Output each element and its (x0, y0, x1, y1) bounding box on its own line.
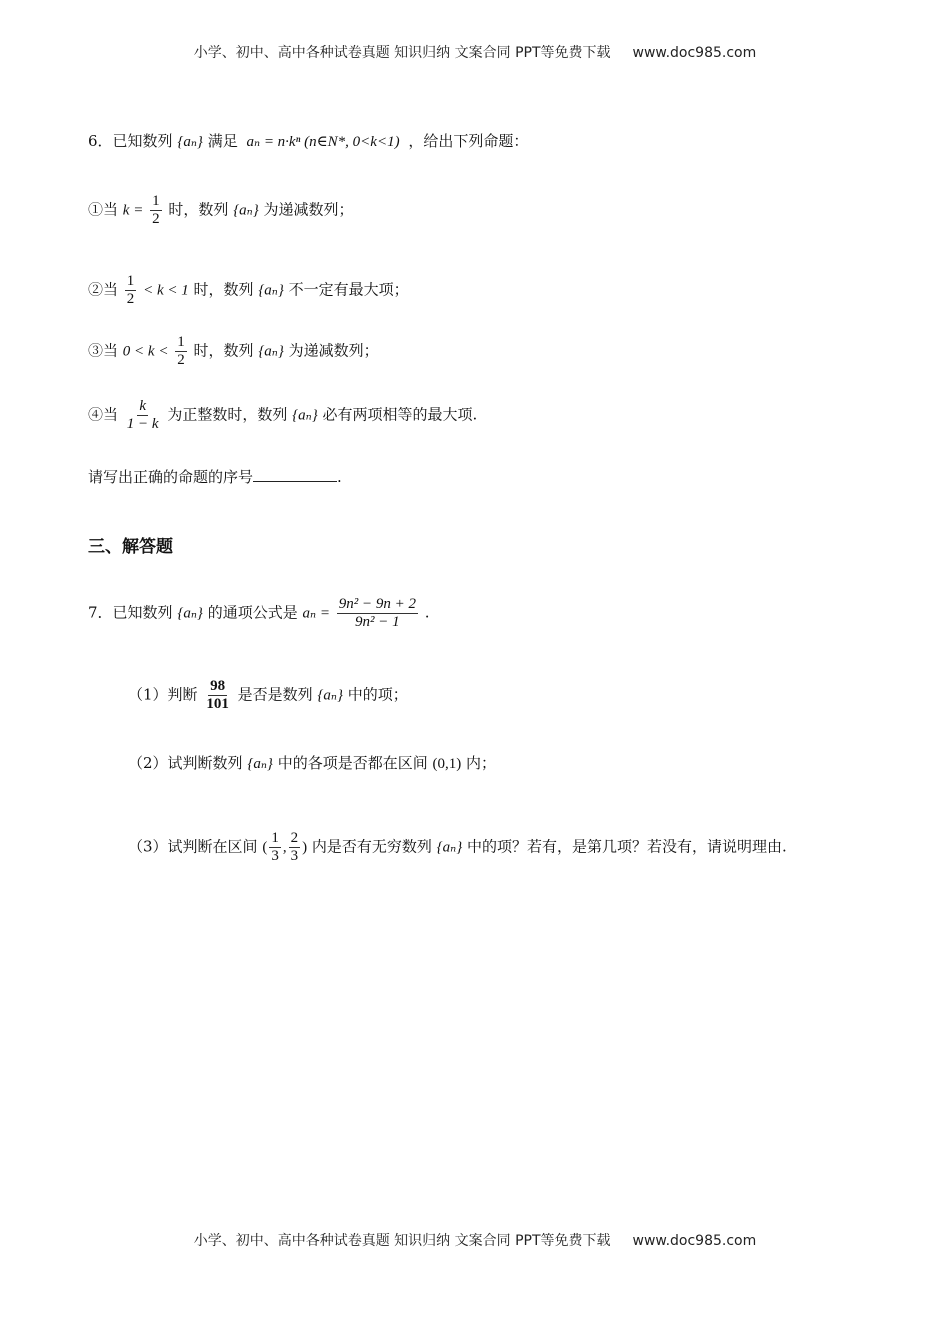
q7-sub-3 (128, 830, 787, 865)
q6-p4-seq: {aₙ} (292, 407, 318, 424)
q7-sub-2 (128, 753, 496, 774)
q6-p2-c: 不一定有最大项； (288, 280, 409, 299)
q7-s2-interval: (0,1) (432, 756, 462, 772)
q6-p3-den: 2 (177, 352, 185, 368)
q7-an: aₙ = (302, 605, 330, 622)
q6-answer-blank[interactable] (253, 467, 337, 482)
q7-s3-c: 中的项？若有，是第几项？若没有，请说明理由. (467, 837, 787, 856)
q6-p3-num: 1 (177, 334, 185, 350)
q6-prop-1 (88, 193, 354, 228)
q7-s2-c: 内； (466, 754, 497, 772)
q7-sub-1 (128, 678, 408, 713)
q6-prop-3 (88, 334, 379, 369)
q7-intro-a: 7．已知数列 (88, 603, 173, 622)
q6-p4-fraction (125, 398, 161, 433)
page-footer (0, 1230, 950, 1250)
q7-s3-n2: 2 (290, 830, 299, 846)
page-header (0, 42, 950, 62)
q7-s1-den: 101 (206, 696, 229, 712)
q7-s3-frac-1 (269, 830, 281, 865)
q7-s1-c: 中的项； (347, 685, 408, 704)
q6-p1-num: 1 (152, 193, 160, 209)
header-text: 小学、初中、高中各种试卷真题 知识归纳 文案合同 PPT等免费下载 (193, 45, 611, 61)
q6-prop-2 (88, 273, 409, 308)
q7-s3-d1: 3 (271, 848, 279, 864)
q7-s3-seq: {aₙ} (436, 839, 463, 856)
q7-s3-comma: , (282, 839, 287, 856)
q6-p1-den: 2 (152, 211, 160, 227)
q6-intro-c: ，给出下列命题： (408, 132, 529, 150)
q7-s1-num: 98 (210, 678, 226, 694)
q6-prop-4 (88, 398, 477, 433)
q6-p3-c: 为递减数列； (288, 341, 379, 360)
q6-p1-fraction (150, 193, 162, 228)
q7-formula-fraction (337, 596, 418, 631)
q7-s3-rparen: ) (302, 839, 308, 856)
q7-s3-a: （3）试判断在区间 (128, 837, 258, 856)
q6-seq: {aₙ} (177, 134, 203, 150)
q7-s1-b: 是否是数列 (237, 685, 313, 704)
q7-s3-frac-2 (289, 830, 301, 865)
q6-p4-b: 为正整数时，数列 (167, 405, 288, 424)
q6-intro-a: 6．已知数列 (88, 132, 173, 150)
q7-seq: {aₙ} (177, 605, 203, 622)
q6-p3-fraction (175, 334, 187, 369)
q6-p1-k: k = (122, 202, 144, 219)
q7-intro (88, 596, 430, 631)
q7-s1-a: （1）判断 (128, 685, 198, 704)
q6-p4-a: ④当 (88, 405, 119, 424)
q6-p4-num: k (139, 398, 147, 414)
q6-p2-fraction (125, 273, 137, 308)
q6-p2-num: 1 (126, 273, 135, 289)
q7-formula-den: 9n² − 1 (355, 614, 400, 630)
q6-p2-den: 2 (126, 291, 135, 307)
q7-s3-n1: 1 (271, 830, 279, 846)
section-title: 三、解答题 (88, 537, 173, 557)
q6-intro (88, 131, 528, 152)
header-site: www.doc985.com (632, 45, 757, 61)
q7-s2-seq: {aₙ} (247, 756, 273, 772)
footer-site: www.doc985.com (632, 1233, 757, 1249)
q6-p3-cond: 0 < k < (122, 343, 169, 360)
q7-s3-d2: 3 (290, 848, 299, 864)
q6-ask (88, 467, 342, 487)
q6-p2-b: 时，数列 (193, 280, 254, 299)
q6-p2-a: ②当 (88, 280, 119, 299)
q6-p2-cond: < k < 1 (143, 282, 189, 299)
q6-p1-b: 时，数列 (168, 200, 229, 219)
q7-formula-num: 9n² − 9n + 2 (338, 596, 416, 612)
footer-text: 小学、初中、高中各种试卷真题 知识归纳 文案合同 PPT等免费下载 (193, 1233, 611, 1249)
q6-p3-seq: {aₙ} (258, 343, 284, 360)
q7-s1-fraction (204, 678, 231, 713)
q7-intro-b: 的通项公式是 (207, 603, 298, 622)
q6-ask-end: . (337, 468, 342, 486)
q6-p2-seq: {aₙ} (258, 282, 284, 299)
q6-intro-b: 满足 (207, 132, 238, 150)
q6-p3-a: ③当 (88, 341, 119, 360)
q6-p1-seq: {aₙ} (233, 202, 259, 219)
q6-formula: aₙ = n·kⁿ (n∈N*, 0<k<1) (246, 134, 400, 150)
q7-end: . (424, 603, 430, 622)
q6-ask-text: 请写出正确的命题的序号 (88, 468, 254, 486)
q6-p1-c: 为递减数列； (263, 200, 354, 219)
q7-s1-seq: {aₙ} (317, 687, 343, 704)
q6-p1-a: ①当 (88, 200, 119, 219)
q6-p4-c: 必有两项相等的最大项. (322, 405, 478, 424)
q7-s2-b: 中的各项是否都在区间 (277, 754, 428, 772)
q7-s3-lparen: ( (262, 839, 268, 856)
q6-p3-b: 时，数列 (193, 341, 254, 360)
q7-s3-b: 内是否有无穷数列 (311, 837, 432, 856)
q6-p4-den: 1 − k (126, 416, 159, 432)
q7-s2-a: （2）试判断数列 (128, 754, 243, 772)
